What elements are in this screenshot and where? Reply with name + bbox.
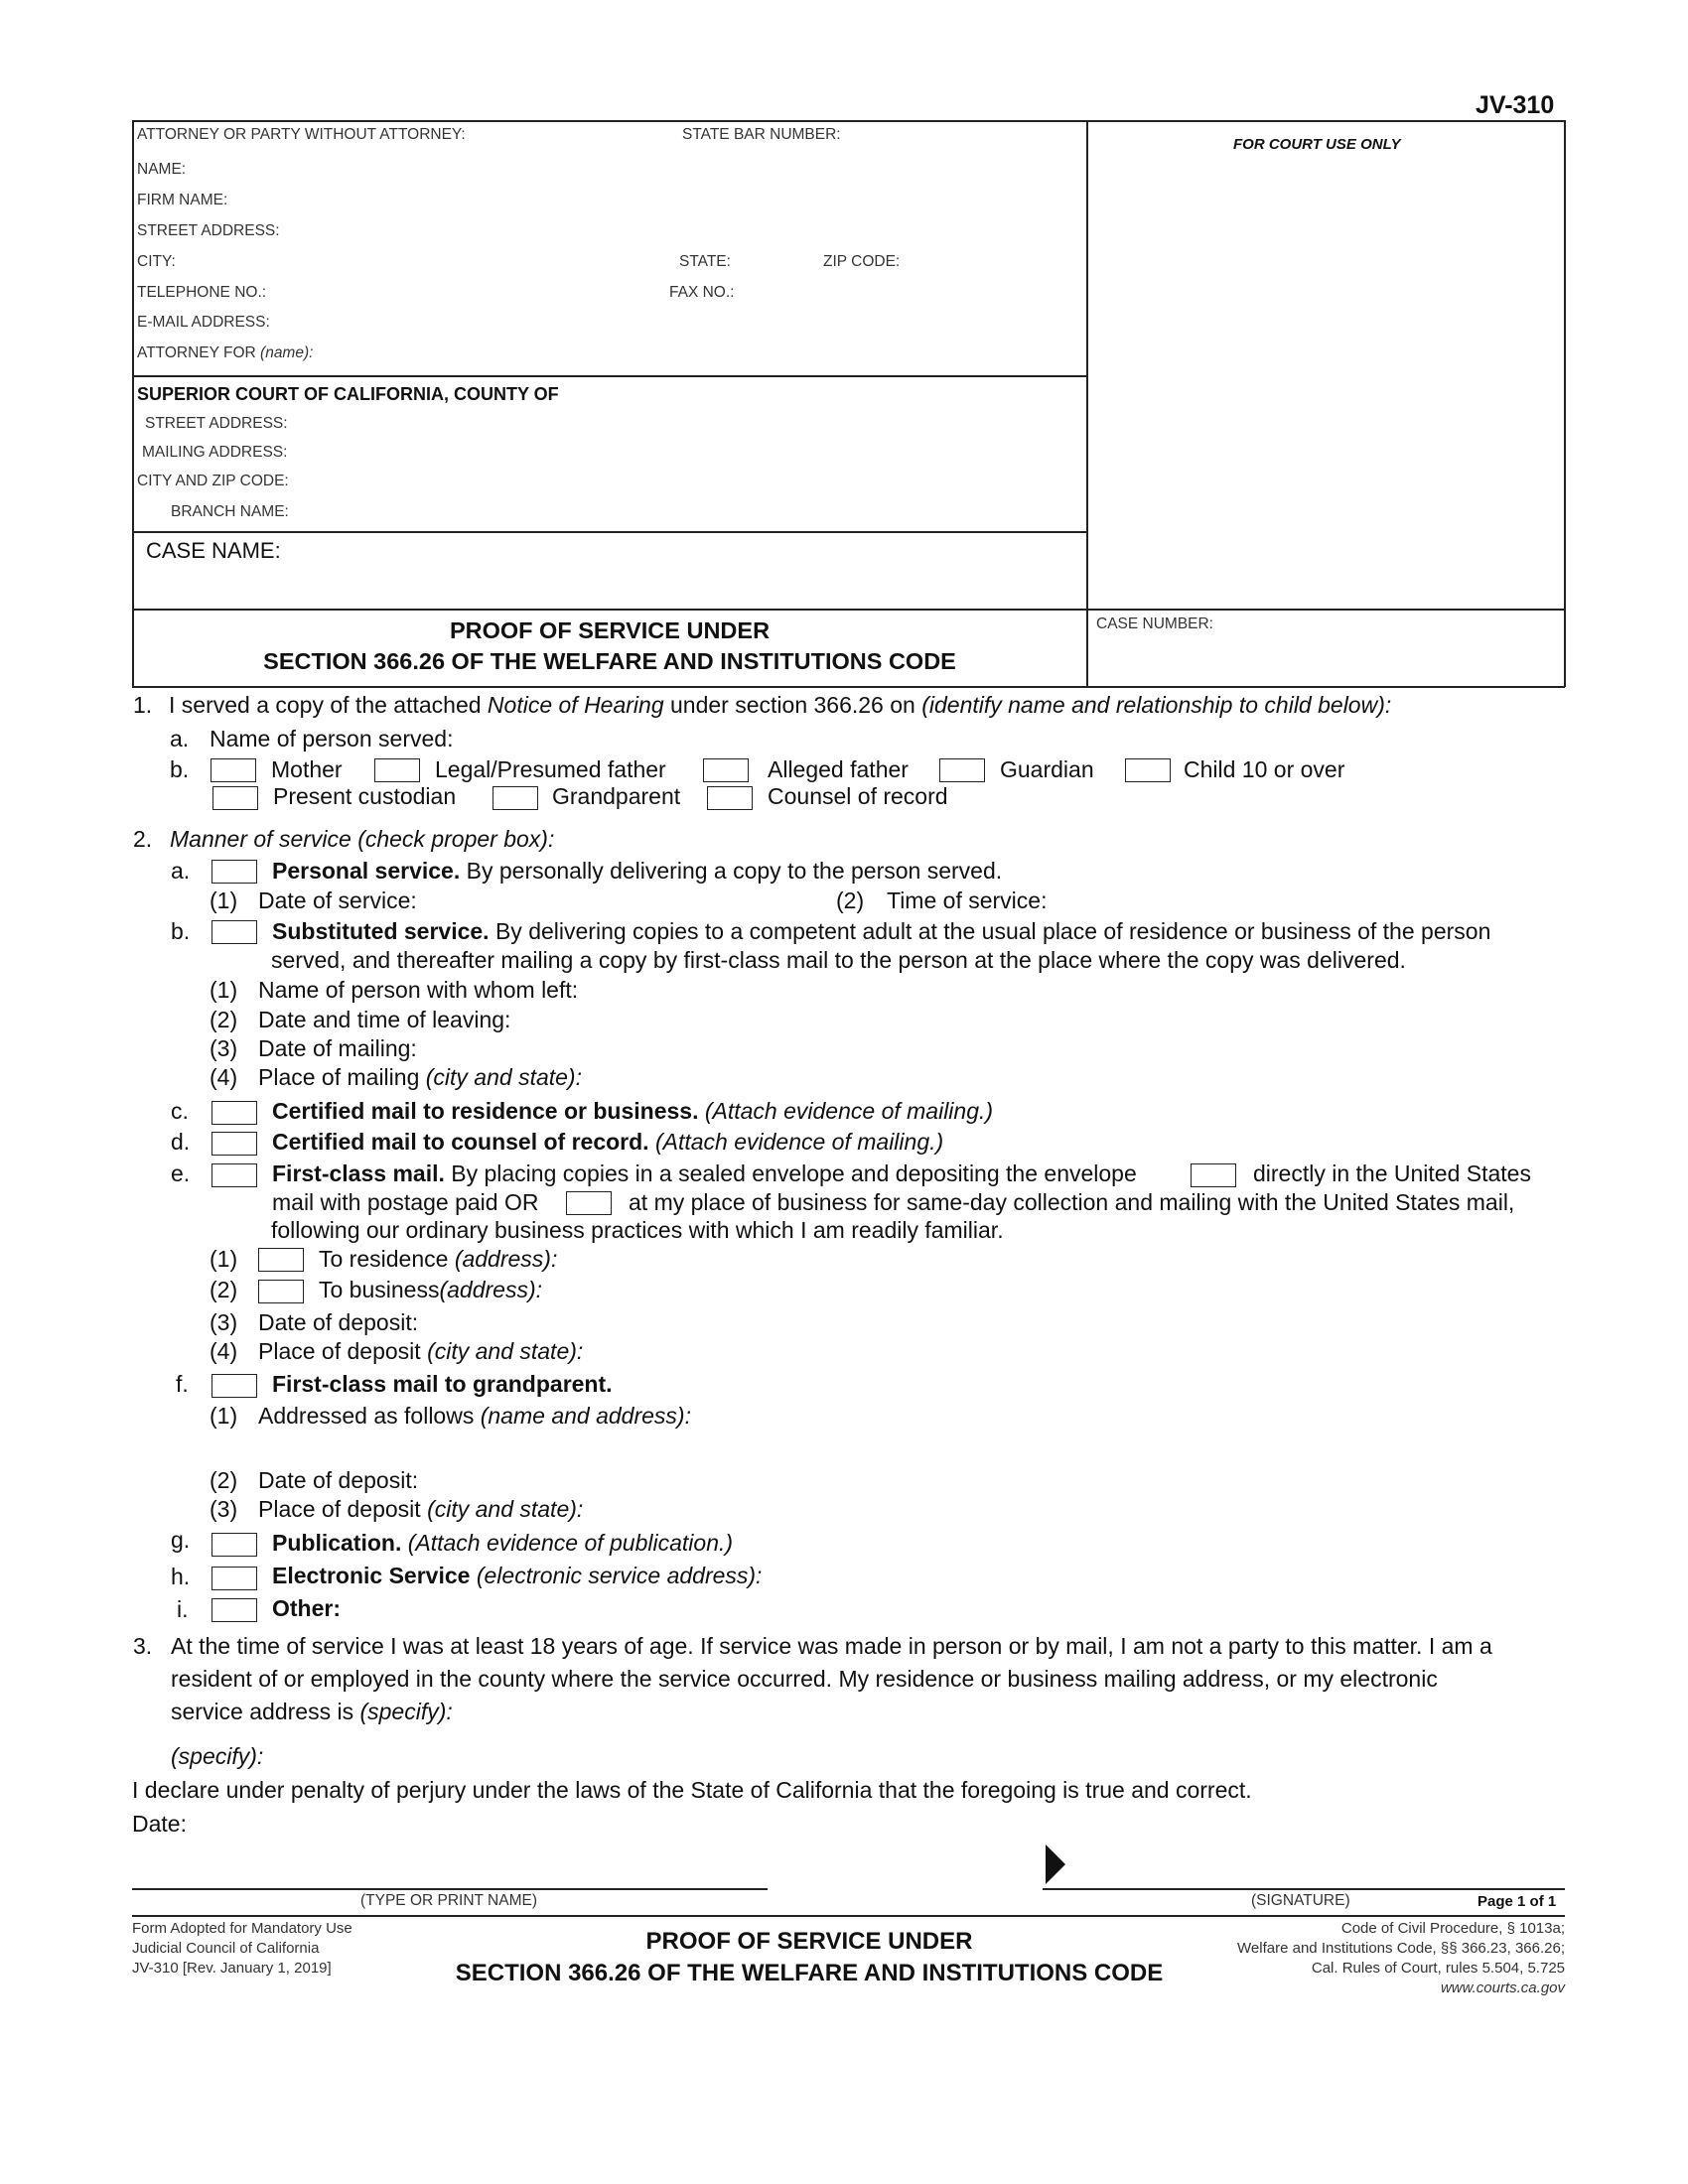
- checkbox-other[interactable]: [211, 1598, 257, 1622]
- item2f1-hint: (name and address):: [480, 1403, 691, 1429]
- checkbox-child-10[interactable]: [1125, 758, 1171, 782]
- item2b-label: b.: [171, 918, 191, 944]
- substituted-service-title: Substituted service.: [272, 918, 490, 944]
- item2h-label: h.: [171, 1564, 191, 1589]
- item2e2-num: (2): [210, 1277, 238, 1302]
- item1-text-b: under section 366.26 on: [663, 692, 922, 718]
- item3-specify: (specify):: [171, 1743, 264, 1769]
- item2e-text1: [272, 1160, 1137, 1187]
- footer-adopted: [132, 1919, 352, 1979]
- item2a-text: [272, 858, 1002, 885]
- item2b3-text: Date of mailing:: [258, 1035, 417, 1061]
- signature-line: [1043, 1888, 1565, 1890]
- type-name-label: (TYPE OR PRINT NAME): [360, 1892, 537, 1909]
- item2b2-text: Date and time of leaving:: [258, 1007, 511, 1032]
- item2e4-text: [258, 1338, 583, 1365]
- item1b-label: b.: [170, 756, 190, 782]
- substituted-service-desc: By delivering copies to a competent adult at the usual place of residence or business of the person: [489, 918, 1491, 944]
- electronic-service-title: Electronic Service: [272, 1563, 471, 1588]
- signature-label: (SIGNATURE): [1251, 1892, 1350, 1909]
- for-court-use-label: FOR COURT USE ONLY: [1233, 136, 1401, 153]
- item2f3-num: (3): [210, 1496, 238, 1522]
- grandparent-mail-title: First-class mail to grandparent.: [272, 1371, 613, 1397]
- checkbox-grandparent[interactable]: [492, 786, 538, 810]
- item2e1-hint: (address):: [454, 1246, 558, 1272]
- item2b1-text: Name of person with whom left:: [258, 977, 579, 1003]
- header-divider-case-name: [132, 531, 1087, 533]
- state-bar-label: STATE BAR NUMBER:: [682, 126, 841, 143]
- attorney-for-name-hint: (name):: [260, 344, 314, 361]
- item2b4-num: (4): [210, 1064, 238, 1090]
- header-border-right: [1564, 120, 1566, 687]
- personal-service-desc: By personally delivering a copy to the person served.: [460, 858, 1003, 884]
- checkbox-legal-father[interactable]: [374, 758, 420, 782]
- option-counsel: Counsel of record: [768, 783, 948, 809]
- certified-residence-note: (Attach evidence of mailing.): [698, 1098, 994, 1124]
- item1-text-a: I served a copy of the attached: [169, 692, 488, 718]
- checkbox-guardian[interactable]: [939, 758, 985, 782]
- footer-ref-wic: Welfare and Institutions Code, §§ 366.23, 366.26;: [1237, 1940, 1565, 1957]
- item1a-text: Name of person served:: [210, 726, 454, 751]
- date-label: Date:: [132, 1811, 187, 1837]
- case-number-label: CASE NUMBER:: [1096, 615, 1213, 632]
- item2e-text2: directly in the United States: [1253, 1160, 1531, 1186]
- item2f-label: f.: [176, 1371, 189, 1397]
- court-branch-label: BRANCH NAME:: [171, 503, 289, 520]
- item2f3-hint: (city and state):: [427, 1496, 584, 1522]
- page-number: Page 1 of 1: [1477, 1893, 1557, 1910]
- item2b4-text: [258, 1064, 582, 1091]
- footer-ref-rules: Cal. Rules of Court, rules 5.504, 5.725: [1311, 1960, 1565, 1977]
- item3-line1: At the time of service I was at least 18 years of age. If service was made in person or by mail, I am not a party to this matter. I am a: [171, 1633, 1492, 1659]
- item1-number: 1.: [133, 692, 153, 718]
- item1-text: [169, 692, 1391, 719]
- footer-website-link[interactable]: www.courts.ca.gov: [1440, 1979, 1565, 1996]
- checkbox-alleged-father[interactable]: [703, 758, 749, 782]
- checkbox-grandparent-mail[interactable]: [211, 1374, 257, 1398]
- checkbox-personal-service[interactable]: [211, 860, 257, 884]
- declaration-text: I declare under penalty of perjury under the laws of the State of California that the foregoing is true and correct.: [132, 1777, 1252, 1803]
- option-mother: Mother: [271, 756, 343, 782]
- attorney-label: ATTORNEY OR PARTY WITHOUT ATTORNEY:: [137, 126, 466, 143]
- item2e3-num: (3): [210, 1309, 238, 1335]
- item2a1-text: Date of service:: [258, 887, 417, 913]
- option-grandparent: Grandparent: [552, 783, 681, 809]
- item2a1-num: (1): [210, 887, 238, 913]
- certified-counsel-note: (Attach evidence of mailing.): [648, 1129, 944, 1155]
- option-child-10: Child 10 or over: [1184, 756, 1345, 782]
- item2b3-num: (3): [210, 1035, 238, 1061]
- item2e-label: e.: [171, 1160, 191, 1186]
- item2f3-main: Place of deposit: [258, 1496, 428, 1522]
- item2f1-main: Addressed as follows: [258, 1403, 481, 1429]
- item2e4-num: (4): [210, 1338, 238, 1364]
- attorney-for-text: ATTORNEY FOR: [137, 344, 256, 361]
- attorney-for-label: [137, 344, 313, 362]
- checkbox-certified-counsel[interactable]: [211, 1132, 257, 1156]
- form-title-line1: PROOF OF SERVICE UNDER: [449, 617, 771, 643]
- footer-adopted-line3: JV-310 [Rev. January 1, 2019]: [132, 1960, 332, 1977]
- item3-line2: resident of or employed in the county where the service occurred. My residence or business mailing address, or my electronic: [171, 1666, 1438, 1692]
- item2a2-num: (2): [836, 887, 865, 913]
- item2e3-text: Date of deposit:: [258, 1309, 419, 1335]
- header-divider-title: [132, 609, 1565, 611]
- case-name-label: CASE NAME:: [146, 538, 281, 563]
- electronic-service-hint: (electronic service address):: [470, 1563, 763, 1588]
- item2b1-num: (1): [210, 977, 238, 1003]
- email-label: E-MAIL ADDRESS:: [137, 314, 270, 331]
- footer-line: [132, 1915, 1565, 1917]
- checkbox-electronic-service[interactable]: [211, 1567, 257, 1590]
- court-street-label: STREET ADDRESS:: [145, 415, 288, 432]
- street-address-label: STREET ADDRESS:: [137, 222, 280, 239]
- item2i-label: i.: [177, 1596, 189, 1622]
- item2f3-text: [258, 1496, 583, 1523]
- header-divider-court: [132, 375, 1087, 377]
- checkbox-first-class-mail[interactable]: [211, 1163, 257, 1187]
- item2a2-text: Time of service:: [887, 887, 1048, 913]
- item2f1-text: [258, 1403, 691, 1430]
- checkbox-counsel[interactable]: [707, 786, 753, 810]
- other-title: Other:: [272, 1595, 341, 1621]
- checkbox-substituted-service[interactable]: [211, 920, 257, 944]
- item2e2-text: [319, 1277, 542, 1303]
- item2e2-hint: (address):: [439, 1277, 543, 1302]
- header-border-left: [132, 120, 134, 687]
- name-line: [132, 1888, 768, 1890]
- court-mailing-label: MAILING ADDRESS:: [142, 444, 288, 461]
- item1a-label: a.: [170, 726, 190, 751]
- item1-text-c: (identify name and relationship to child below):: [921, 692, 1392, 718]
- item2e2-main: To business: [319, 1277, 440, 1302]
- publication-title: Publication.: [272, 1530, 402, 1556]
- checkbox-business-collection[interactable]: [566, 1191, 612, 1215]
- footer-title-line2: SECTION 366.26 OF THE WELFARE AND INSTITUTIONS CODE: [455, 1960, 1164, 1986]
- item3-line3-hint: (specify):: [359, 1699, 453, 1724]
- item2g-text: [272, 1530, 733, 1557]
- item2b-text1: [272, 918, 1490, 945]
- footer-references: [1237, 1919, 1565, 1998]
- item1-notice-of-hearing: Notice of Hearing: [487, 692, 664, 718]
- item2c-text: [272, 1098, 993, 1125]
- item2d-label: d.: [171, 1129, 191, 1155]
- item2c-label: c.: [171, 1098, 189, 1124]
- item3-line3: [171, 1699, 453, 1725]
- fax-label: FAX NO.:: [669, 284, 735, 301]
- certified-counsel-title: Certified mail to counsel of record.: [272, 1129, 649, 1155]
- item3-number: 3.: [133, 1633, 153, 1659]
- header-border-top: [132, 120, 1565, 122]
- checkbox-certified-residence[interactable]: [211, 1101, 257, 1125]
- item2f2-num: (2): [210, 1467, 238, 1493]
- signature-arrow-icon: [1046, 1844, 1065, 1884]
- item2e1-text: [319, 1246, 557, 1273]
- form-title-line2: SECTION 366.26 OF THE WELFARE AND INSTITUTIONS CODE: [263, 648, 956, 674]
- footer-adopted-line2: Judicial Council of California: [132, 1940, 320, 1957]
- checkbox-present-custodian[interactable]: [212, 786, 258, 810]
- header-border-bottom: [132, 686, 1565, 688]
- checkbox-mother[interactable]: [211, 758, 256, 782]
- item2b-text2: served, and thereafter mailing a copy by first-class mail to the person at the place where the copy was delivered.: [271, 947, 1406, 973]
- footer-title-line1: PROOF OF SERVICE UNDER: [645, 1928, 973, 1955]
- option-alleged-father: Alleged father: [768, 756, 909, 782]
- item2f1-num: (1): [210, 1403, 238, 1429]
- item2b2-num: (2): [210, 1007, 238, 1032]
- court-city-zip-label: CITY AND ZIP CODE:: [137, 473, 289, 489]
- item2e-text4: at my place of business for same-day collection and mailing with the United States mail,: [629, 1189, 1515, 1215]
- item3-line3-main: service address is: [171, 1699, 360, 1724]
- item2e1-num: (1): [210, 1246, 238, 1272]
- zip-code-label: ZIP CODE:: [823, 253, 901, 270]
- certified-residence-title: Certified mail to residence or business.: [272, 1098, 699, 1124]
- item2e1-main: To residence: [319, 1246, 455, 1272]
- item2d-text: [272, 1129, 943, 1156]
- item2e-text3: mail with postage paid OR: [272, 1189, 539, 1215]
- name-label: NAME:: [137, 161, 187, 178]
- item2g-label: g.: [171, 1527, 191, 1553]
- item2e-text5: following our ordinary business practices with which I am readily familiar.: [271, 1217, 1004, 1243]
- item2-number: 2.: [133, 826, 153, 852]
- option-present-custodian: Present custodian: [273, 783, 457, 809]
- option-guardian: Guardian: [1000, 756, 1094, 782]
- footer-adopted-line1: Form Adopted for Mandatory Use: [132, 1920, 352, 1937]
- first-class-mail-title: First-class mail.: [272, 1160, 445, 1186]
- item2e4-main: Place of deposit: [258, 1338, 428, 1364]
- court-title: SUPERIOR COURT OF CALIFORNIA, COUNTY OF: [137, 384, 559, 404]
- checkbox-publication[interactable]: [211, 1533, 257, 1557]
- state-label: STATE:: [679, 253, 731, 270]
- publication-note: (Attach evidence of publication.): [401, 1530, 734, 1556]
- item2f2-text: Date of deposit:: [258, 1467, 419, 1493]
- first-class-mail-desc: By placing copies in a sealed envelope and depositing the envelope: [444, 1160, 1137, 1186]
- telephone-label: TELEPHONE NO.:: [137, 284, 267, 301]
- option-legal-father: Legal/Presumed father: [435, 756, 666, 782]
- item2-heading: Manner of service (check proper box):: [170, 826, 555, 852]
- personal-service-title: Personal service.: [272, 858, 461, 884]
- firm-name-label: FIRM NAME:: [137, 192, 228, 208]
- header-divider-vertical: [1086, 120, 1088, 687]
- city-label: CITY:: [137, 253, 176, 270]
- checkbox-to-business[interactable]: [258, 1280, 304, 1303]
- item2b4-hint: (city and state):: [425, 1064, 582, 1090]
- checkbox-to-residence[interactable]: [258, 1248, 304, 1272]
- item2a-label: a.: [171, 858, 191, 884]
- item2b4-main: Place of mailing: [258, 1064, 426, 1090]
- footer-ref-ccp: Code of Civil Procedure, § 1013a;: [1340, 1920, 1565, 1937]
- checkbox-us-mail[interactable]: [1191, 1163, 1236, 1187]
- item2h-text: [272, 1563, 762, 1589]
- item2e4-hint: (city and state):: [427, 1338, 584, 1364]
- form-id: JV-310: [1476, 91, 1555, 119]
